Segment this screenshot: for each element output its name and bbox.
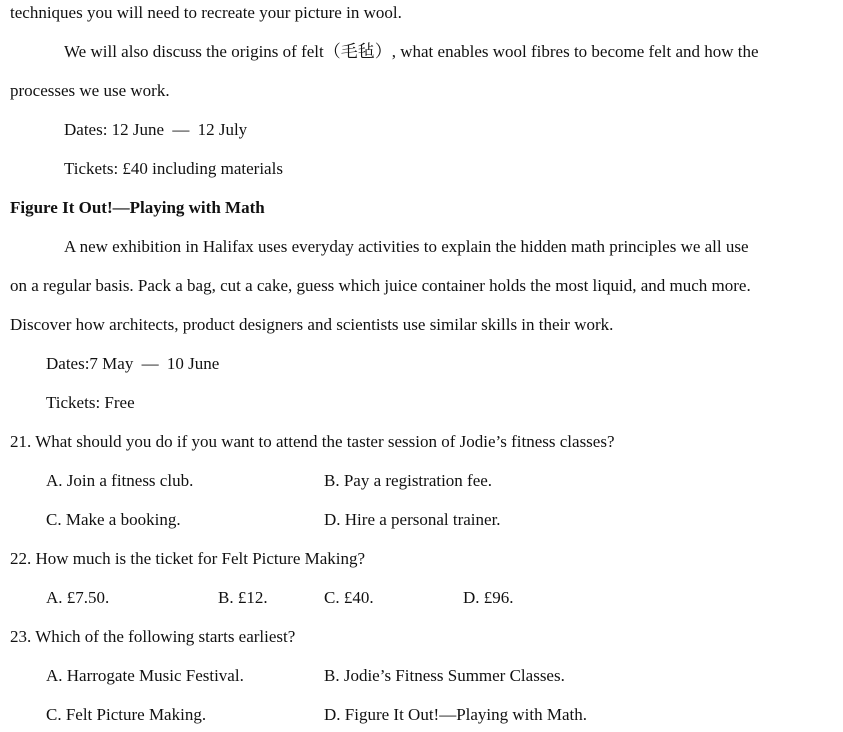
question-23-option-c: C. Felt Picture Making. xyxy=(46,705,207,724)
felt-tickets: Tickets: £40 including materials xyxy=(64,159,283,178)
felt-dates-dash: — xyxy=(172,120,190,139)
question-22-option-d: D. £96. xyxy=(463,588,514,607)
felt-paragraph-line2: processes we use work. xyxy=(10,81,170,100)
felt-dates xyxy=(64,119,247,141)
question-21: 21. What should you do if you want to attend the taster session of Jodie’s fitness classes? xyxy=(10,432,615,451)
figure-heading: Figure It Out!—Playing with Math xyxy=(10,198,265,217)
figure-paragraph-line3: Discover how architects, product designers and scientists use similar skills in their work. xyxy=(10,315,614,334)
figure-paragraph-line1: A new exhibition in Halifax uses everyday activities to explain the hidden math principles we all use xyxy=(64,237,749,256)
felt-dates-end: 12 July xyxy=(197,120,248,139)
figure-dates-end: 10 June xyxy=(166,354,220,373)
question-23-option-a: A. Harrogate Music Festival. xyxy=(46,666,244,685)
figure-dates-dash: — xyxy=(141,354,159,373)
question-21-option-d: D. Hire a personal trainer. xyxy=(324,510,501,529)
felt-intro-line: techniques you will need to recreate your picture in wool. xyxy=(10,3,402,22)
figure-tickets: Tickets: Free xyxy=(46,393,135,412)
question-22-option-c: C. £40. xyxy=(324,588,374,607)
felt-dates-start: Dates: 12 June xyxy=(64,120,165,139)
figure-dates-start: Dates:7 May xyxy=(46,354,134,373)
felt-paragraph-line1: We will also discuss the origins of felt（毛毡）, what enables wool fibres to become felt and how the xyxy=(64,42,759,61)
figure-dates xyxy=(46,353,219,375)
question-21-option-a: A. Join a fitness club. xyxy=(46,471,194,490)
question-22: 22. How much is the ticket for Felt Picture Making? xyxy=(10,549,366,568)
question-23: 23. Which of the following starts earliest? xyxy=(10,627,296,646)
question-21-option-c: C. Make a booking. xyxy=(46,510,181,529)
figure-paragraph-line2: on a regular basis. Pack a bag, cut a cake, guess which juice container holds the most liquid, and much more. xyxy=(10,276,751,295)
question-22-option-b: B. £12. xyxy=(218,588,268,607)
question-23-option-d: D. Figure It Out!—Playing with Math. xyxy=(324,705,588,724)
question-21-option-b: B. Pay a registration fee. xyxy=(324,471,493,490)
question-22-option-a: A. £7.50. xyxy=(46,588,110,607)
question-23-option-b: B. Jodie’s Fitness Summer Classes. xyxy=(324,666,565,685)
